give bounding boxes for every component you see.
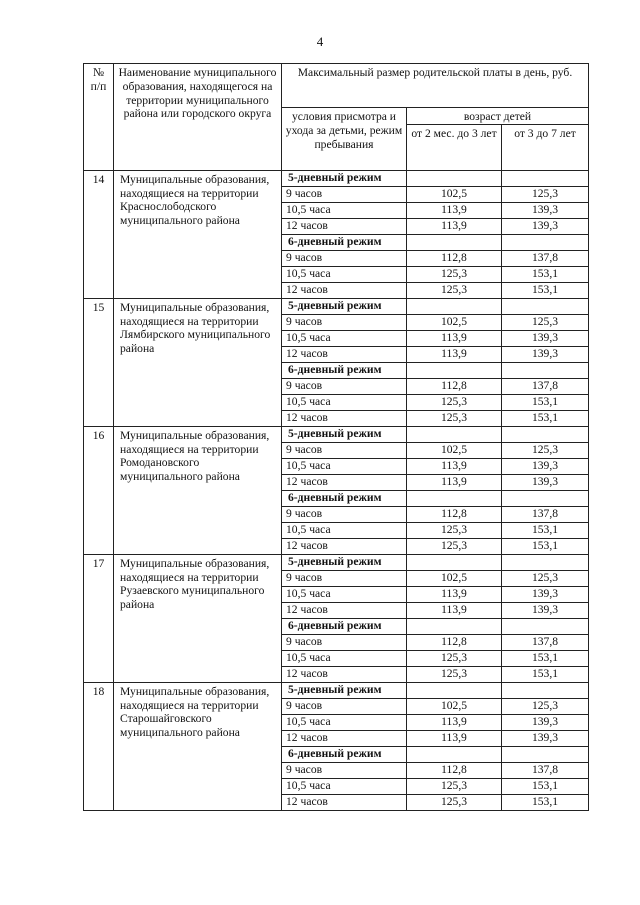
mode-row [84, 426, 589, 442]
fee-age-2-cell: 139,3 [502, 474, 589, 490]
fee-age-1-cell: 125,3 [407, 794, 502, 810]
municipality-name: Муниципальные образования, находящиеся на территории Ромодановского муниципального района [114, 426, 282, 554]
fee-age-1-cell: 125,3 [407, 538, 502, 554]
fee-age-1-cell: 125,3 [407, 650, 502, 666]
empty-cell [502, 170, 589, 186]
fee-age-2-cell: 125,3 [502, 698, 589, 714]
header-num: № п/п [84, 64, 114, 171]
condition-cell: 10,5 часа [282, 202, 407, 218]
empty-cell [502, 490, 589, 506]
row-number: 18 [84, 682, 114, 810]
fee-age-2-cell: 137,8 [502, 762, 589, 778]
fee-age-2-cell: 153,1 [502, 266, 589, 282]
municipality-name: Муниципальные образования, находящиеся на территории Старошайговского муниципального района [114, 682, 282, 810]
header-max-fee: Максимальный размер родительской платы в день, руб. [282, 64, 589, 108]
empty-cell [502, 362, 589, 378]
fee-age-1-cell: 102,5 [407, 570, 502, 586]
empty-cell [502, 426, 589, 442]
condition-cell: 9 часов [282, 506, 407, 522]
fee-age-2-cell: 153,1 [502, 538, 589, 554]
condition-cell: 9 часов [282, 186, 407, 202]
empty-cell [407, 234, 502, 250]
fee-age-1-cell: 113,9 [407, 202, 502, 218]
fee-age-2-cell: 153,1 [502, 666, 589, 682]
fee-age-2-cell: 139,3 [502, 586, 589, 602]
fee-age-2-cell: 139,3 [502, 730, 589, 746]
fee-age-2-cell: 139,3 [502, 202, 589, 218]
condition-cell: 10,5 часа [282, 522, 407, 538]
condition-cell: 10,5 часа [282, 458, 407, 474]
condition-cell: 12 часов [282, 410, 407, 426]
fee-age-2-cell: 153,1 [502, 650, 589, 666]
row-number: 15 [84, 298, 114, 426]
fee-age-1-cell: 102,5 [407, 314, 502, 330]
fee-age-1-cell: 125,3 [407, 522, 502, 538]
fee-age-2-cell: 137,8 [502, 378, 589, 394]
header-name: Наименование муниципального образования, находящегося на территории муниципального района или городского округа [114, 64, 282, 171]
condition-cell: 12 часов [282, 602, 407, 618]
row-number: 16 [84, 426, 114, 554]
empty-cell [407, 170, 502, 186]
mode-row [84, 554, 589, 570]
fee-age-1-cell: 112,8 [407, 250, 502, 266]
municipality-name: Муниципальные образования, находящиеся на территории Лямбирского муниципального района [114, 298, 282, 426]
fee-age-1-cell: 125,3 [407, 410, 502, 426]
mode-label: 5-дневный режим [282, 554, 407, 570]
condition-cell: 9 часов [282, 250, 407, 266]
fee-age-1-cell: 112,8 [407, 634, 502, 650]
empty-cell [502, 234, 589, 250]
row-number: 14 [84, 170, 114, 298]
fee-age-2-cell: 139,3 [502, 714, 589, 730]
fee-age-1-cell: 125,3 [407, 394, 502, 410]
fee-age-2-cell: 153,1 [502, 522, 589, 538]
fee-age-2-cell: 153,1 [502, 410, 589, 426]
condition-cell: 10,5 часа [282, 778, 407, 794]
condition-cell: 12 часов [282, 346, 407, 362]
fee-age-1-cell: 125,3 [407, 266, 502, 282]
fee-age-1-cell: 113,9 [407, 218, 502, 234]
condition-cell: 9 часов [282, 762, 407, 778]
mode-label: 6-дневный режим [282, 746, 407, 762]
empty-cell [407, 490, 502, 506]
mode-label: 5-дневный режим [282, 170, 407, 186]
empty-cell [407, 618, 502, 634]
fee-age-2-cell: 139,3 [502, 602, 589, 618]
fee-age-1-cell: 102,5 [407, 186, 502, 202]
empty-cell [407, 746, 502, 762]
condition-cell: 9 часов [282, 570, 407, 586]
fee-age-1-cell: 125,3 [407, 282, 502, 298]
fee-table [83, 63, 589, 811]
fee-age-1-cell: 102,5 [407, 442, 502, 458]
empty-cell [407, 682, 502, 698]
municipality-name: Муниципальные образования, находящиеся на территории Рузаевского муниципального района [114, 554, 282, 682]
fee-age-2-cell: 153,1 [502, 394, 589, 410]
mode-label: 6-дневный режим [282, 490, 407, 506]
fee-age-2-cell: 139,3 [502, 218, 589, 234]
condition-cell: 12 часов [282, 218, 407, 234]
table-body [84, 170, 589, 810]
empty-cell [502, 618, 589, 634]
mode-row [84, 298, 589, 314]
fee-age-1-cell: 113,9 [407, 474, 502, 490]
mode-row [84, 170, 589, 186]
page-number: 4 [316, 34, 324, 49]
fee-age-1-cell: 113,9 [407, 458, 502, 474]
condition-cell: 9 часов [282, 634, 407, 650]
fee-age-1-cell: 113,9 [407, 602, 502, 618]
condition-cell: 10,5 часа [282, 330, 407, 346]
empty-cell [502, 554, 589, 570]
condition-cell: 12 часов [282, 282, 407, 298]
fee-age-2-cell: 139,3 [502, 458, 589, 474]
fee-age-2-cell: 153,1 [502, 794, 589, 810]
condition-cell: 10,5 часа [282, 266, 407, 282]
empty-cell [407, 426, 502, 442]
fee-age-1-cell: 113,9 [407, 330, 502, 346]
condition-cell: 10,5 часа [282, 394, 407, 410]
mode-label: 5-дневный режим [282, 298, 407, 314]
empty-cell [502, 746, 589, 762]
mode-label: 6-дневный режим [282, 362, 407, 378]
condition-cell: 9 часов [282, 442, 407, 458]
empty-cell [407, 554, 502, 570]
condition-cell: 9 часов [282, 378, 407, 394]
header-age-1: от 2 мес. до 3 лет [407, 124, 502, 170]
fee-age-1-cell: 112,8 [407, 378, 502, 394]
fee-age-2-cell: 125,3 [502, 442, 589, 458]
fee-age-1-cell: 113,9 [407, 714, 502, 730]
condition-cell: 9 часов [282, 698, 407, 714]
condition-cell: 9 часов [282, 314, 407, 330]
fee-age-1-cell: 102,5 [407, 698, 502, 714]
header-age: возраст детей [407, 108, 589, 125]
fee-age-2-cell: 125,3 [502, 186, 589, 202]
fee-age-1-cell: 125,3 [407, 778, 502, 794]
fee-age-1-cell: 112,8 [407, 506, 502, 522]
fee-age-1-cell: 113,9 [407, 346, 502, 362]
condition-cell: 10,5 часа [282, 714, 407, 730]
fee-age-2-cell: 125,3 [502, 570, 589, 586]
condition-cell: 12 часов [282, 730, 407, 746]
mode-label: 6-дневный режим [282, 234, 407, 250]
fee-age-2-cell: 137,8 [502, 506, 589, 522]
empty-cell [407, 298, 502, 314]
fee-age-2-cell: 137,8 [502, 250, 589, 266]
fee-age-1-cell: 113,9 [407, 730, 502, 746]
fee-age-1-cell: 112,8 [407, 762, 502, 778]
municipality-name: Муниципальные образования, находящиеся на территории Краснослободского муниципального района [114, 170, 282, 298]
header-conditions: условия присмотра и ухода за детьми, режим пребывания [282, 108, 407, 171]
condition-cell: 12 часов [282, 538, 407, 554]
condition-cell: 12 часов [282, 794, 407, 810]
header-age-2: от 3 до 7 лет [502, 124, 589, 170]
empty-cell [502, 298, 589, 314]
condition-cell: 10,5 часа [282, 586, 407, 602]
mode-label: 5-дневный режим [282, 426, 407, 442]
fee-age-2-cell: 153,1 [502, 282, 589, 298]
fee-age-2-cell: 139,3 [502, 330, 589, 346]
fee-age-2-cell: 125,3 [502, 314, 589, 330]
condition-cell: 10,5 часа [282, 650, 407, 666]
mode-label: 5-дневный режим [282, 682, 407, 698]
fee-age-1-cell: 125,3 [407, 666, 502, 682]
fee-age-1-cell: 113,9 [407, 586, 502, 602]
mode-row [84, 682, 589, 698]
fee-age-2-cell: 137,8 [502, 634, 589, 650]
mode-label: 6-дневный режим [282, 618, 407, 634]
row-number: 17 [84, 554, 114, 682]
fee-age-2-cell: 153,1 [502, 778, 589, 794]
empty-cell [502, 682, 589, 698]
fee-age-2-cell: 139,3 [502, 346, 589, 362]
empty-cell [407, 362, 502, 378]
condition-cell: 12 часов [282, 666, 407, 682]
condition-cell: 12 часов [282, 474, 407, 490]
